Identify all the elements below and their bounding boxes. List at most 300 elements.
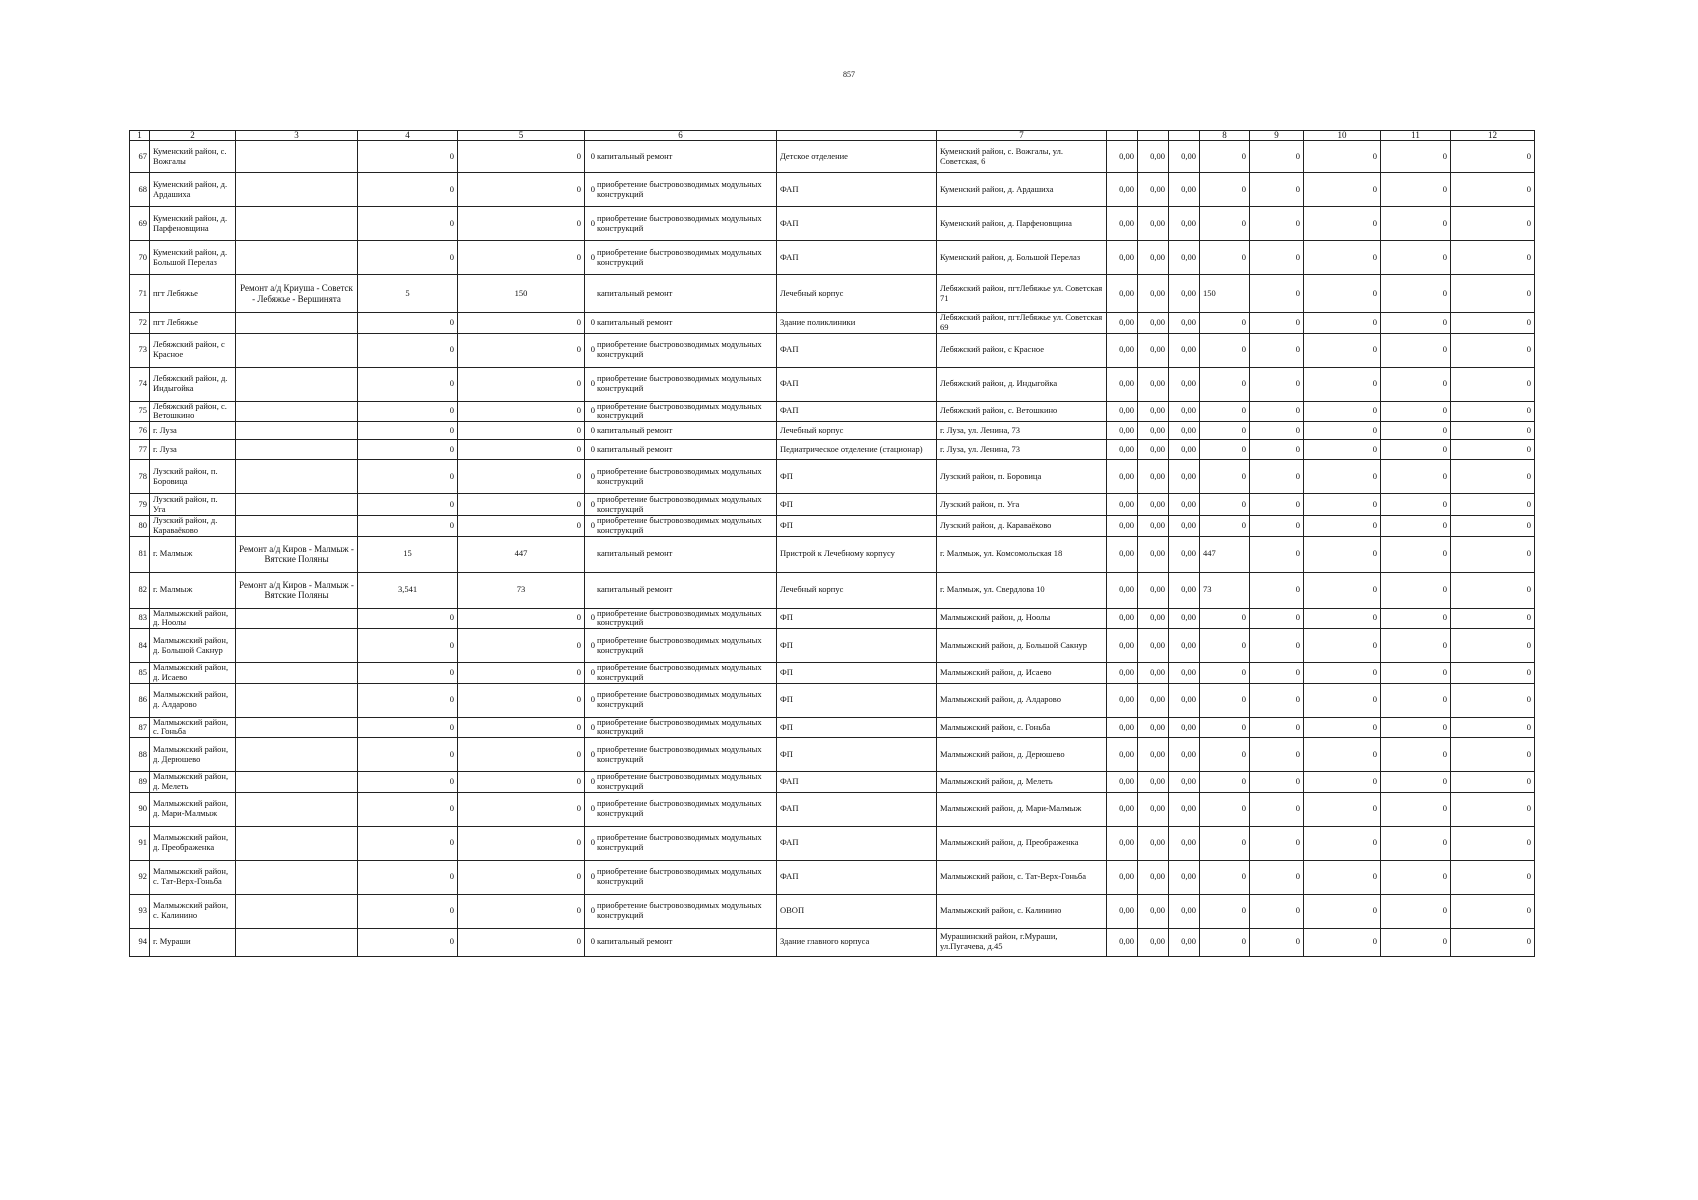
cell-value: г. Малмыж [150, 572, 236, 608]
cell-value: 0 [458, 367, 585, 401]
cell-value: 0,00 [1107, 401, 1138, 422]
cell-value: 0 [358, 173, 458, 207]
work-type-cell [585, 440, 777, 460]
cell-value: 0 [590, 470, 595, 481]
table-row [130, 333, 1535, 367]
cell-value: Малмыжский район, д. Мари-Малмыж [937, 792, 1107, 826]
cell-value: 0 [1451, 894, 1535, 928]
cell-value: 0 [458, 683, 585, 717]
cell-value: 0 [1451, 860, 1535, 894]
cell-value: 0 [1250, 536, 1304, 572]
cell-value: 72 [130, 313, 150, 334]
cell-value: 79 [130, 494, 150, 516]
cell-value: Педиатрическое отделение (стационар) [777, 440, 937, 460]
table-row [130, 683, 1535, 717]
cell-value: 88 [130, 738, 150, 772]
cell-value: Лечебный корпус [777, 275, 937, 313]
work-type-cell [585, 422, 777, 440]
cell-value: 0 [458, 738, 585, 772]
work-type: приобретение быстровозводимых модульных конструкций [597, 339, 762, 360]
cell-value: 0 [458, 440, 585, 460]
cell-value: 0,00 [1138, 663, 1169, 684]
cell-value: 0,00 [1138, 536, 1169, 572]
cell-value: 0 [1200, 663, 1250, 684]
cell-value: 0 [1381, 572, 1451, 608]
cell-value: 0 [1304, 663, 1381, 684]
cell-value [236, 683, 358, 717]
cell-value: 0 [1451, 717, 1535, 738]
cell-value: Здание главного корпуса [777, 928, 937, 956]
cell-value: 3,541 [358, 572, 458, 608]
cell-value: 0 [1250, 313, 1304, 334]
cell-value: Лебяжский район, с Красное [150, 333, 236, 367]
cell-value: 0 [1250, 494, 1304, 516]
cell-value: 0 [1200, 928, 1250, 956]
cell-value: 0 [1200, 738, 1250, 772]
cell-value: 0 [1200, 333, 1250, 367]
table-row [130, 141, 1535, 173]
cell-value [236, 173, 358, 207]
cell-value [236, 792, 358, 826]
column-header: 7 [937, 131, 1107, 141]
cell-value: 82 [130, 572, 150, 608]
work-type-cell [585, 460, 777, 494]
cell-value: 80 [130, 516, 150, 537]
cell-value: 81 [130, 536, 150, 572]
cell-value: 0 [358, 440, 458, 460]
cell-value: 0 [358, 494, 458, 516]
cell-value: 0 [458, 207, 585, 241]
cell-value [236, 738, 358, 772]
cell-value: Малмыжский район, д. Ноолы [937, 608, 1107, 629]
cell-value: ФАП [777, 401, 937, 422]
cell-value: ФАП [777, 860, 937, 894]
cell-value: 0 [358, 422, 458, 440]
table-row [130, 313, 1535, 334]
cell-value [236, 663, 358, 684]
cell-value: 0,00 [1138, 629, 1169, 663]
cell-value: 0 [1451, 333, 1535, 367]
cell-value: 73 [130, 333, 150, 367]
cell-value: Лебяжский район, д. Индыгойка [150, 367, 236, 401]
cell-value: 0 [458, 717, 585, 738]
cell-value: 87 [130, 717, 150, 738]
cell-value: Малмыжский район, с. Калинино [937, 894, 1107, 928]
cell-value: 69 [130, 207, 150, 241]
cell-value: 77 [130, 440, 150, 460]
cell-value: 0,00 [1107, 333, 1138, 367]
work-type: приобретение быстровозводимых модульных конструкций [597, 493, 762, 514]
cell-value: 0 [1381, 494, 1451, 516]
cell-value: Малмыжский район, с. Гоньба [937, 717, 1107, 738]
cell-value: 0 [590, 498, 595, 509]
cell-value: 0,00 [1107, 460, 1138, 494]
cell-value: 0 [590, 217, 595, 228]
cell-value: Ремонт а/д Киров - Малмыж - Вятские Поляны [236, 572, 358, 608]
cell-value: 0 [358, 717, 458, 738]
cell-value: ФАП [777, 826, 937, 860]
cell-value: 0 [1304, 608, 1381, 629]
cell-value: 0 [1451, 792, 1535, 826]
cell-value: Лузский район, д. Караваёково [150, 516, 236, 537]
cell-value: Лузский район, п. Боровица [937, 460, 1107, 494]
cell-value: Куменский район, д. Парфеновщина [150, 207, 236, 241]
cell-value: 0,00 [1169, 772, 1200, 793]
cell-value: 0 [1451, 536, 1535, 572]
cell-value: 0 [1381, 333, 1451, 367]
work-type: капитальный ремонт [597, 443, 673, 454]
cell-value: 0,00 [1107, 422, 1138, 440]
cell-value: 0 [1304, 313, 1381, 334]
cell-value: 150 [1200, 275, 1250, 313]
work-type-cell [585, 683, 777, 717]
column-header [1107, 131, 1138, 141]
cell-value: 0 [1381, 460, 1451, 494]
column-header: 9 [1250, 131, 1304, 141]
work-type-cell [585, 717, 777, 738]
cell-value [236, 367, 358, 401]
cell-value: 90 [130, 792, 150, 826]
cell-value: 0,00 [1138, 440, 1169, 460]
cell-value: 0 [1200, 401, 1250, 422]
cell-value: 0,00 [1169, 275, 1200, 313]
cell-value: ФП [777, 494, 937, 516]
column-header [1138, 131, 1169, 141]
work-type: капитальный ремонт [597, 150, 673, 161]
cell-value: 0 [358, 333, 458, 367]
cell-value: Лебяжский район, пгтЛебяжье ул. Советская 71 [937, 275, 1107, 313]
cell-value: 0 [590, 378, 595, 389]
cell-value: 0 [1451, 608, 1535, 629]
work-type: приобретение быстровозводимых модульных конструкций [597, 662, 762, 682]
cell-value: 0,00 [1107, 928, 1138, 956]
column-header: 3 [236, 131, 358, 141]
table-row [130, 173, 1535, 207]
cell-value: 0 [1451, 207, 1535, 241]
cell-value: Малмыжский район, с. Гоньба [150, 717, 236, 738]
work-type-cell [585, 826, 777, 860]
cell-value: Малмыжский район, с. Калинино [150, 894, 236, 928]
cell-value [236, 717, 358, 738]
cell-value: 0 [1304, 333, 1381, 367]
cell-value: 0 [1200, 717, 1250, 738]
cell-value: 0 [358, 207, 458, 241]
cell-value: 0,00 [1107, 494, 1138, 516]
table-row [130, 536, 1535, 572]
cell-value: 0,00 [1138, 494, 1169, 516]
cell-value: 0,00 [1107, 275, 1138, 313]
cell-value: 0 [1200, 494, 1250, 516]
table-row [130, 440, 1535, 460]
cell-value: 0 [1200, 141, 1250, 173]
cell-value: 0 [1304, 572, 1381, 608]
cell-value: г. Луза [150, 422, 236, 440]
cell-value: 0,00 [1169, 608, 1200, 629]
cell-value: 0,00 [1169, 460, 1200, 494]
cell-value: 0 [590, 871, 595, 882]
cell-value [236, 401, 358, 422]
work-type-cell [585, 772, 777, 793]
cell-value: 0 [590, 776, 595, 787]
cell-value: 0 [1451, 572, 1535, 608]
table-row [130, 792, 1535, 826]
cell-value: 0,00 [1107, 894, 1138, 928]
cell-value: 0 [1381, 928, 1451, 956]
cell-value: 0 [1304, 367, 1381, 401]
cell-value: 0 [1200, 367, 1250, 401]
cell-value: 0 [1200, 241, 1250, 275]
cell-value: Малмыжский район, д. Дерюшево [150, 738, 236, 772]
cell-value: 0 [1304, 826, 1381, 860]
cell-value: 89 [130, 772, 150, 793]
column-header: 4 [358, 131, 458, 141]
cell-value [236, 772, 358, 793]
cell-value [236, 894, 358, 928]
cell-value: 0 [1381, 422, 1451, 440]
cell-value: 0 [1304, 141, 1381, 173]
cell-value: 0 [358, 241, 458, 275]
cell-value: Куменский район, д. Парфеновщина [937, 207, 1107, 241]
cell-value: 0 [458, 516, 585, 537]
work-type-cell [585, 663, 777, 684]
cell-value: 0,00 [1107, 608, 1138, 629]
cell-value: 0 [358, 629, 458, 663]
work-type: капитальный ремонт [597, 424, 673, 435]
cell-value: 0 [1250, 207, 1304, 241]
cell-value: ФП [777, 608, 937, 629]
cell-value: 0 [1250, 401, 1304, 422]
cell-value: 0 [1250, 663, 1304, 684]
work-type-cell [585, 608, 777, 629]
cell-value: 447 [458, 536, 585, 572]
table-row [130, 367, 1535, 401]
cell-value: г. Луза, ул. Ленина, 73 [937, 440, 1107, 460]
table-row [130, 629, 1535, 663]
cell-value: 0 [1451, 494, 1535, 516]
cell-value: 0,00 [1169, 928, 1200, 956]
cell-value: 0 [590, 612, 595, 623]
work-type: приобретение быстровозводимых модульных конструкций [597, 178, 762, 199]
cell-value: 0 [590, 405, 595, 416]
cell-value: 0 [358, 826, 458, 860]
cell-value [236, 608, 358, 629]
cell-value: 0 [1250, 738, 1304, 772]
cell-value: 0 [590, 837, 595, 848]
cell-value: Малмыжский район, д. Мелеть [150, 772, 236, 793]
table-row [130, 572, 1535, 608]
cell-value [236, 440, 358, 460]
work-type: приобретение быстровозводимых модульных конструкций [597, 634, 762, 655]
cell-value: 0 [1304, 683, 1381, 717]
cell-value: 0 [458, 772, 585, 793]
cell-value: Малмыжский район, д. Преображенка [150, 826, 236, 860]
cell-value: 0 [1250, 683, 1304, 717]
cell-value: 0 [358, 663, 458, 684]
cell-value: 0,00 [1107, 207, 1138, 241]
cell-value [236, 333, 358, 367]
cell-value: 0,00 [1169, 367, 1200, 401]
cell-value: 0 [1250, 516, 1304, 537]
cell-value: 0 [1304, 516, 1381, 537]
cell-value: 0 [1200, 422, 1250, 440]
cell-value: 0 [358, 313, 458, 334]
column-header: 10 [1304, 131, 1381, 141]
work-type-cell [585, 894, 777, 928]
cell-value: 0,00 [1107, 860, 1138, 894]
table-row [130, 460, 1535, 494]
cell-value: 0,00 [1138, 772, 1169, 793]
column-header: 8 [1200, 131, 1250, 141]
table-row [130, 494, 1535, 516]
cell-value: ФП [777, 683, 937, 717]
cell-value [236, 516, 358, 537]
cell-value: 0 [1250, 422, 1304, 440]
work-type-cell [585, 275, 777, 313]
cell-value: 15 [358, 536, 458, 572]
cell-value: Куменский район, д. Ардашиха [150, 173, 236, 207]
cell-value: 0 [1381, 440, 1451, 460]
cell-value: Куменский район, д. Ардашиха [937, 173, 1107, 207]
cell-value: 0 [1451, 683, 1535, 717]
cell-value: 0 [590, 183, 595, 194]
cell-value: 0 [1250, 860, 1304, 894]
cell-value: Лузский район, п. Уга [150, 494, 236, 516]
cell-value: 0,00 [1107, 173, 1138, 207]
cell-value: 0 [590, 748, 595, 759]
cell-value: 0 [1381, 536, 1451, 572]
cell-value: 0 [1304, 894, 1381, 928]
cell-value: 0 [1451, 826, 1535, 860]
cell-value: 0 [1250, 894, 1304, 928]
cell-value: Ремонт а/д Криуша - Советск - Лебяжье - Вершинята [236, 275, 358, 313]
table-row [130, 826, 1535, 860]
cell-value: 0,00 [1138, 241, 1169, 275]
cell-value: 0 [590, 803, 595, 814]
work-type: приобретение быстровозводимых модульных конструкций [597, 900, 762, 921]
cell-value: 0 [1451, 516, 1535, 537]
cell-value: 0,00 [1107, 738, 1138, 772]
cell-value: 0 [358, 860, 458, 894]
cell-value: 0 [358, 141, 458, 173]
work-type-cell [585, 738, 777, 772]
work-type-cell [585, 516, 777, 537]
cell-value: 94 [130, 928, 150, 956]
cell-value: 0,00 [1169, 683, 1200, 717]
cell-value: 0 [458, 241, 585, 275]
cell-value: 0 [1304, 422, 1381, 440]
cell-value: 0,00 [1107, 241, 1138, 275]
cell-value [236, 928, 358, 956]
cell-value: 0 [1250, 608, 1304, 629]
work-type-cell [585, 494, 777, 516]
cell-value: 0 [590, 424, 595, 435]
cell-value: 0 [1381, 141, 1451, 173]
work-type-cell [585, 928, 777, 956]
cell-value [236, 241, 358, 275]
cell-value: 0,00 [1169, 629, 1200, 663]
cell-value: Лузский район, п. Уга [937, 494, 1107, 516]
cell-value: 0,00 [1138, 367, 1169, 401]
cell-value: 0,00 [1138, 422, 1169, 440]
column-header [777, 131, 937, 141]
cell-value: 73 [1200, 572, 1250, 608]
work-type: капитальный ремонт [597, 548, 673, 559]
cell-value: 0,00 [1107, 663, 1138, 684]
cell-value: Детское отделение [777, 141, 937, 173]
cell-value: 0 [358, 608, 458, 629]
cell-value: 0 [1304, 241, 1381, 275]
cell-value: 0 [1200, 860, 1250, 894]
cell-value: 0,00 [1107, 572, 1138, 608]
cell-value: 0 [590, 721, 595, 732]
work-type-cell [585, 629, 777, 663]
cell-value: 0,00 [1169, 516, 1200, 537]
cell-value: 0 [1250, 241, 1304, 275]
cell-value: 76 [130, 422, 150, 440]
cell-value: 85 [130, 663, 150, 684]
cell-value: 0,00 [1138, 683, 1169, 717]
cell-value: 91 [130, 826, 150, 860]
work-type: приобретение быстровозводимых модульных конструкций [597, 798, 762, 819]
cell-value: Малмыжский район, д. Большой Сакнур [937, 629, 1107, 663]
cell-value: 0 [590, 905, 595, 916]
cell-value [236, 860, 358, 894]
cell-value: 0 [458, 401, 585, 422]
cell-value: 0 [1381, 401, 1451, 422]
cell-value: 0 [1451, 738, 1535, 772]
work-type: приобретение быстровозводимых модульных конструкций [597, 212, 762, 233]
cell-value: Малмыжский район, д. Алдарово [937, 683, 1107, 717]
cell-value: 0,00 [1138, 275, 1169, 313]
cell-value: 0 [590, 344, 595, 355]
cell-value: Пристрой к Лечебному корпусу [777, 536, 937, 572]
cell-value [236, 494, 358, 516]
cell-value: г. Мураши [150, 928, 236, 956]
cell-value: 0 [1381, 629, 1451, 663]
cell-value: ФАП [777, 241, 937, 275]
cell-value: Малмыжский район, д. Мелеть [937, 772, 1107, 793]
cell-value: 0 [1200, 772, 1250, 793]
cell-value: ОВОП [777, 894, 937, 928]
table-row [130, 241, 1535, 275]
table-row [130, 207, 1535, 241]
cell-value [236, 460, 358, 494]
table-row [130, 663, 1535, 684]
cell-value: ФАП [777, 367, 937, 401]
cell-value: ФАП [777, 772, 937, 793]
cell-value: Лебяжский район, с. Ветошкино [150, 401, 236, 422]
cell-value: 0 [358, 683, 458, 717]
cell-value: 0 [1304, 207, 1381, 241]
cell-value: 0 [1250, 275, 1304, 313]
cell-value: ФАП [777, 333, 937, 367]
cell-value: 0,00 [1169, 494, 1200, 516]
cell-value: 0 [1381, 367, 1451, 401]
cell-value: 0 [1451, 629, 1535, 663]
table-row [130, 772, 1535, 793]
cell-value: 0 [1304, 536, 1381, 572]
cell-value: 0 [1304, 629, 1381, 663]
cell-value: 0,00 [1169, 241, 1200, 275]
cell-value: 74 [130, 367, 150, 401]
cell-value: 0,00 [1138, 826, 1169, 860]
cell-value: 0 [1381, 173, 1451, 207]
cell-value: 0 [1381, 738, 1451, 772]
cell-value: 0,00 [1138, 608, 1169, 629]
work-type-cell [585, 173, 777, 207]
cell-value: 0 [358, 460, 458, 494]
cell-value: 0 [1381, 894, 1451, 928]
